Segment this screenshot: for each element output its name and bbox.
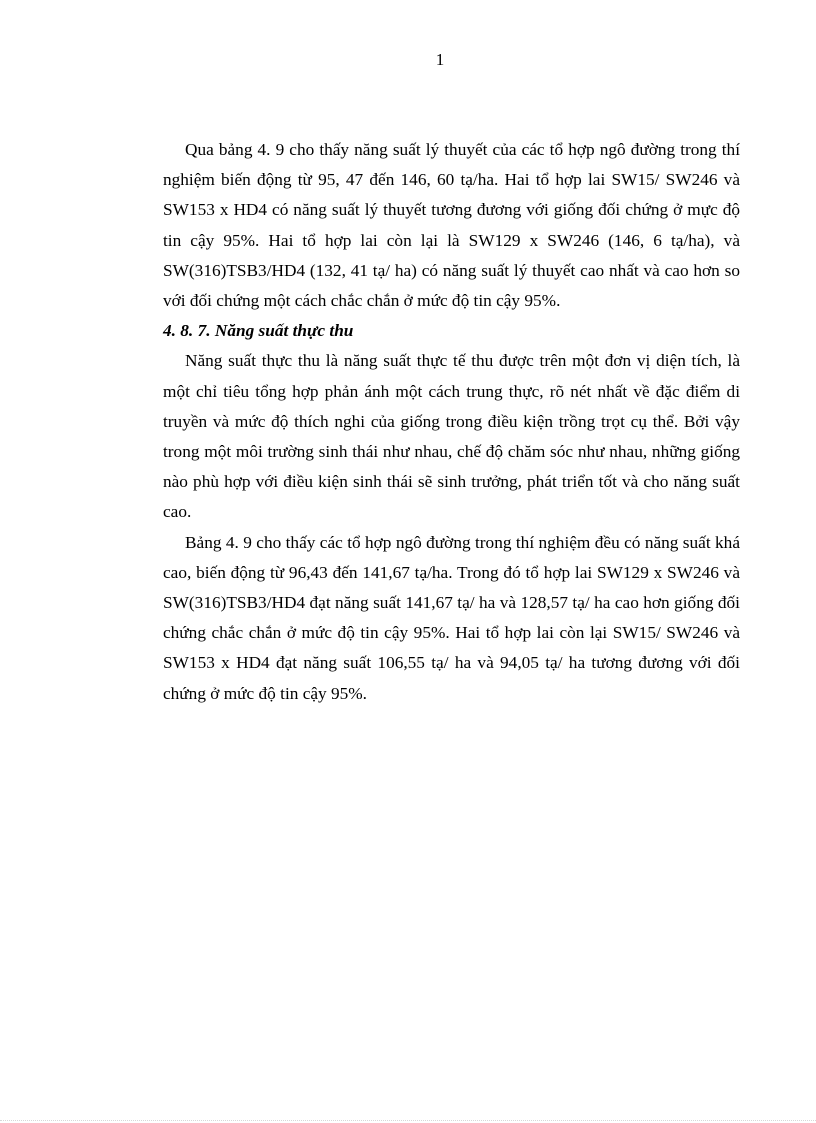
document-body [163, 135, 740, 709]
paragraph-actual-yield-results: Bảng 4. 9 cho thấy các tổ hợp ngô đường trong thí nghiệm đều có năng suất khá cao, biến động từ 96,43 đến 141,67 tạ/ha. Trong đó tổ hợp lai SW129 x SW246 và SW(316)TSB3/HD4 đạt năng suất 141,67 tạ/ ha và 128,57 tạ/ ha cao hơn giống đối chứng chắc chắn ở mức độ tin cậy 95%. Hai tổ hợp lai còn lại SW15/ SW246 và SW153 x HD4 đạt năng suất 106,55 tạ/ ha và 94,05 tạ/ ha tương đương với đối chứng ở mức độ tin cậy 95%. [163, 532, 740, 703]
page-number: 1 [435, 50, 445, 69]
page-bottom-divider [0, 1120, 816, 1121]
section-heading: 4. 8. 7. Năng suất thực thu [163, 321, 354, 341]
paragraph-theoretical-yield: Qua bảng 4. 9 cho thấy năng suất lý thuyết của các tổ hợp ngô đường trong thí nghiệm biến động từ 95, 47 đến 146, 60 tạ/ha. Hai tổ hợp lai SW15/ SW246 và SW153 x HD4 có năng suất lý thuyết tương đương với giống đối chứng ở mực độ tin cậy 95%. Hai tổ hợp lai còn lại là SW129 x SW246 (146, 6 tạ/ha), và SW(316)TSB3/HD4 (132, 41 tạ/ ha) có năng suất lý thuyết cao nhất và cao hơn so với đối chứng một cách chắc chắn ở mức độ tin cậy 95%. [163, 140, 740, 311]
paragraph-actual-yield-definition: Năng suất thực thu là năng suất thực tế thu được trên một đơn vị diện tích, là một chỉ tiêu tổng hợp phản ánh một cách trung thực, rõ nét nhất về đặc điểm di truyền và mức độ thích nghi của giống trong điều kiện trồng trọt cụ thể. Bởi vậy trong một môi trường sinh thái như nhau, chế độ chăm sóc như nhau, những giống nào phù hợp với điều kiện sinh thái sẽ sinh trưởng, phát triển tốt và cho năng suất cao. [163, 351, 740, 522]
